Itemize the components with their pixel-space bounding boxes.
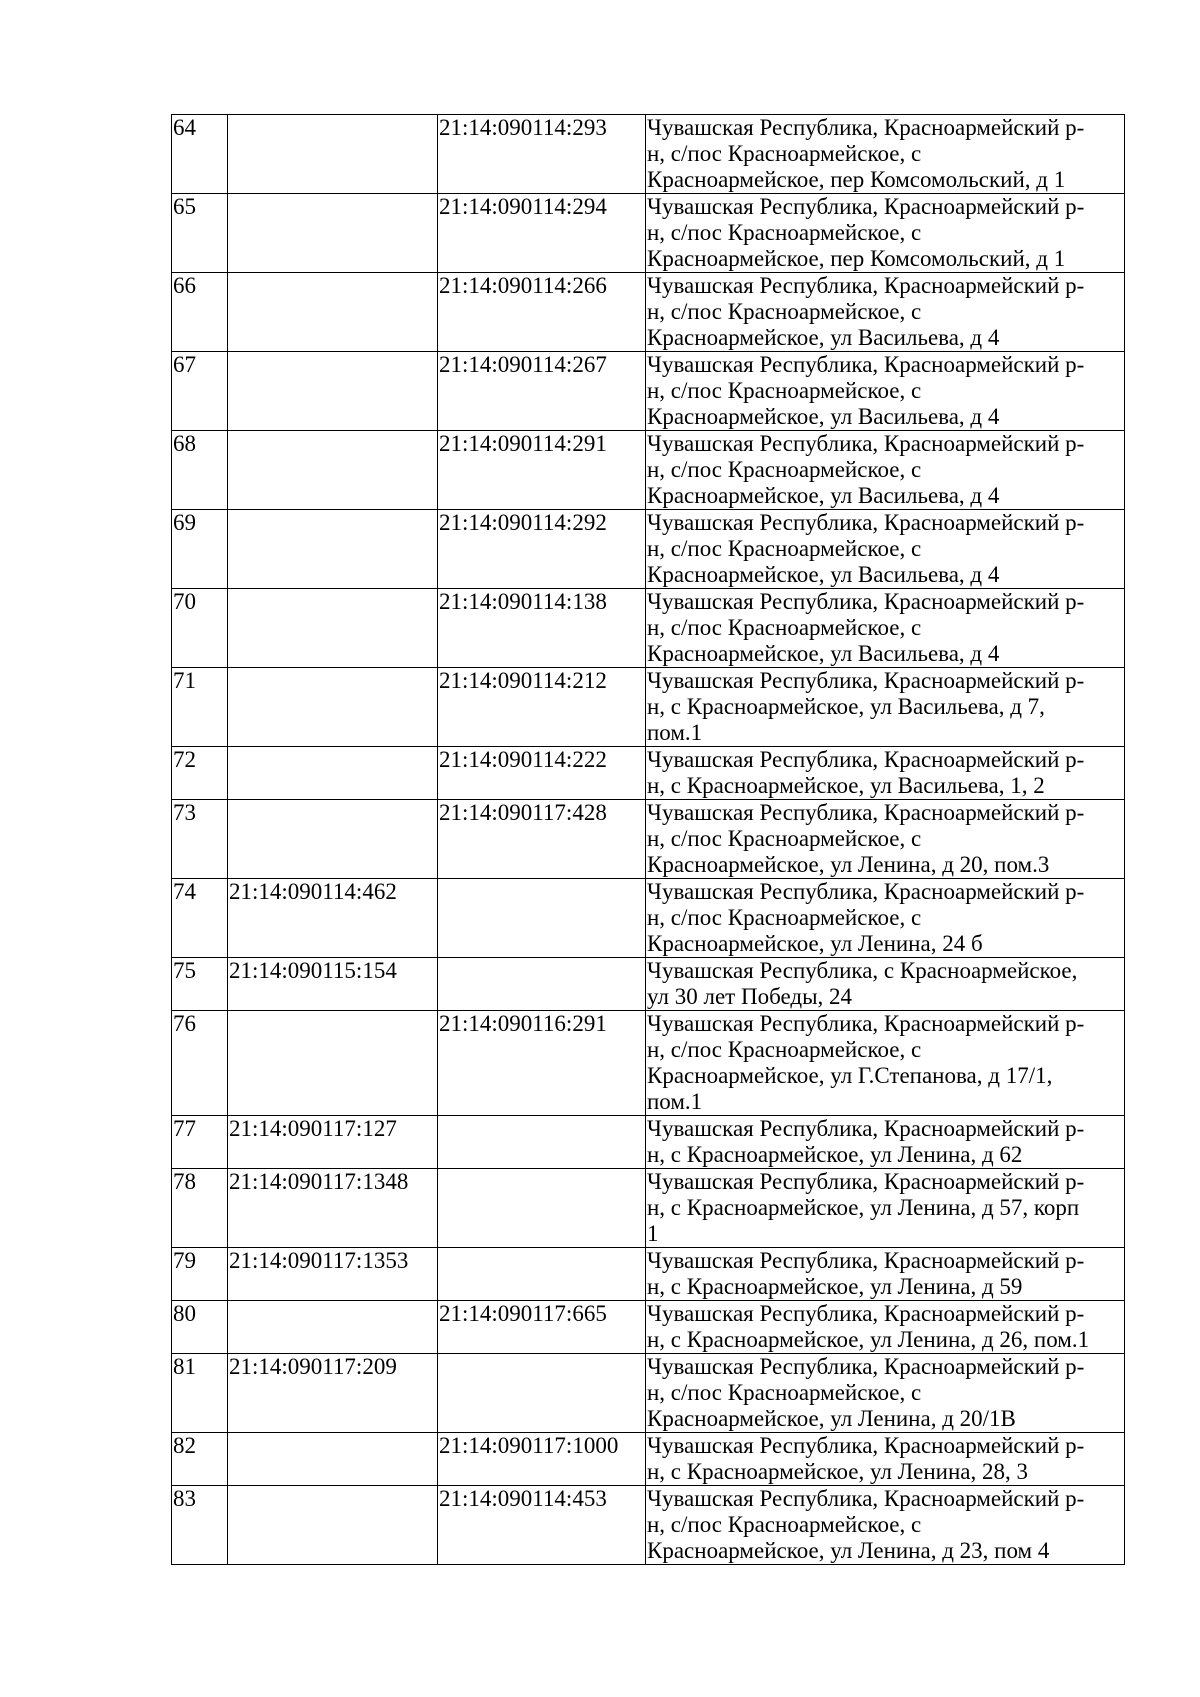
row-number-cell: 78 xyxy=(172,1169,228,1248)
object-cadastral-number-cell: 21:14:090117:665 xyxy=(438,1301,646,1354)
address-cell: Чувашская Республика, Красноармейский р- н, с/пос Красноармейское, с Красноармейское, ул Васильева, д 4 xyxy=(646,589,1125,668)
address-cell: Чувашская Республика, Красноармейский р- н, с/пос Красноармейское, с Красноармейское, пер Комсомольский, д 1 xyxy=(646,115,1125,194)
address-cell: Чувашская Республика, Красноармейский р- н, с/пос Красноармейское, с Красноармейское, ул Г.Степанова, д 17/1, пом.1 xyxy=(646,1011,1125,1116)
row-number-cell: 74 xyxy=(172,879,228,958)
table-row xyxy=(172,431,1125,510)
object-cadastral-number-cell: 21:14:090114:294 xyxy=(438,194,646,273)
row-number-cell: 80 xyxy=(172,1301,228,1354)
table-row xyxy=(172,1116,1125,1169)
row-number-cell: 68 xyxy=(172,431,228,510)
address-cell: Чувашская Республика, Красноармейский р- н, с/пос Красноармейское, с Красноармейское, ул Ленина, д 20, пом.3 xyxy=(646,800,1125,879)
table-row xyxy=(172,352,1125,431)
land-cadastral-number-cell xyxy=(228,510,438,589)
address-cell: Чувашская Республика, Красноармейский р- н, с Красноармейское, ул Васильева, 1, 2 xyxy=(646,747,1125,800)
object-cadastral-number-cell xyxy=(438,879,646,958)
address-cell: Чувашская Республика, Красноармейский р- н, с/пос Красноармейское, с Красноармейское, пер Комсомольский, д 1 xyxy=(646,194,1125,273)
address-cell: Чувашская Республика, Красноармейский р- н, с Красноармейское, ул Ленина, д 57, корп 1 xyxy=(646,1169,1125,1248)
object-cadastral-number-cell: 21:14:090114:453 xyxy=(438,1486,646,1565)
land-cadastral-number-cell xyxy=(228,194,438,273)
table-row xyxy=(172,1011,1125,1116)
address-cell: Чувашская Республика, Красноармейский р- н, с/пос Красноармейское, с Красноармейское, ул Васильева, д 4 xyxy=(646,273,1125,352)
object-cadastral-number-cell xyxy=(438,1248,646,1301)
property-registry-table xyxy=(171,114,1125,1565)
table-row xyxy=(172,194,1125,273)
land-cadastral-number-cell xyxy=(228,1301,438,1354)
table-row xyxy=(172,1248,1125,1301)
object-cadastral-number-cell: 21:14:090114:138 xyxy=(438,589,646,668)
row-number-cell: 71 xyxy=(172,668,228,747)
land-cadastral-number-cell xyxy=(228,1433,438,1486)
address-cell: Чувашская Республика, Красноармейский р- н, с/пос Красноармейское, с Красноармейское, ул Ленина, д 20/1В xyxy=(646,1354,1125,1433)
row-number-cell: 72 xyxy=(172,747,228,800)
object-cadastral-number-cell xyxy=(438,1116,646,1169)
row-number-cell: 65 xyxy=(172,194,228,273)
object-cadastral-number-cell: 21:14:090114:222 xyxy=(438,747,646,800)
table-row xyxy=(172,1486,1125,1565)
address-cell: Чувашская Республика, Красноармейский р- н, с Красноармейское, ул Ленина, д 62 xyxy=(646,1116,1125,1169)
address-cell: Чувашская Республика, Красноармейский р- н, с Красноармейское, ул Ленина, д 26, пом.1 xyxy=(646,1301,1125,1354)
land-cadastral-number-cell: 21:14:090117:209 xyxy=(228,1354,438,1433)
address-cell: Чувашская Республика, Красноармейский р- н, с Красноармейское, ул Васильева, д 7, пом.1 xyxy=(646,668,1125,747)
row-number-cell: 64 xyxy=(172,115,228,194)
object-cadastral-number-cell: 21:14:090114:292 xyxy=(438,510,646,589)
object-cadastral-number-cell: 21:14:090114:266 xyxy=(438,273,646,352)
land-cadastral-number-cell xyxy=(228,589,438,668)
land-cadastral-number-cell: 21:14:090117:127 xyxy=(228,1116,438,1169)
land-cadastral-number-cell xyxy=(228,800,438,879)
row-number-cell: 67 xyxy=(172,352,228,431)
row-number-cell: 77 xyxy=(172,1116,228,1169)
table-row xyxy=(172,668,1125,747)
land-cadastral-number-cell xyxy=(228,668,438,747)
address-cell: Чувашская Республика, Красноармейский р- н, с/пос Красноармейское, с Красноармейское, ул Васильева, д 4 xyxy=(646,510,1125,589)
row-number-cell: 70 xyxy=(172,589,228,668)
table-row xyxy=(172,879,1125,958)
land-cadastral-number-cell xyxy=(228,1011,438,1116)
land-cadastral-number-cell xyxy=(228,431,438,510)
object-cadastral-number-cell: 21:14:090116:291 xyxy=(438,1011,646,1116)
land-cadastral-number-cell xyxy=(228,115,438,194)
object-cadastral-number-cell: 21:14:090114:293 xyxy=(438,115,646,194)
land-cadastral-number-cell xyxy=(228,273,438,352)
row-number-cell: 73 xyxy=(172,800,228,879)
registry-table-body xyxy=(172,115,1125,1565)
row-number-cell: 75 xyxy=(172,958,228,1011)
address-cell: Чувашская Республика, Красноармейский р- н, с/пос Красноармейское, с Красноармейское, ул Васильева, д 4 xyxy=(646,352,1125,431)
object-cadastral-number-cell xyxy=(438,1354,646,1433)
land-cadastral-number-cell xyxy=(228,1486,438,1565)
table-row xyxy=(172,1433,1125,1486)
row-number-cell: 81 xyxy=(172,1354,228,1433)
object-cadastral-number-cell: 21:14:090114:291 xyxy=(438,431,646,510)
row-number-cell: 66 xyxy=(172,273,228,352)
table-row xyxy=(172,510,1125,589)
address-cell: Чувашская Республика, Красноармейский р- н, с/пос Красноармейское, с Красноармейское, ул Ленина, д 23, пом 4 xyxy=(646,1486,1125,1565)
table-row xyxy=(172,115,1125,194)
object-cadastral-number-cell xyxy=(438,1169,646,1248)
table-row xyxy=(172,1301,1125,1354)
table-row xyxy=(172,589,1125,668)
row-number-cell: 79 xyxy=(172,1248,228,1301)
table-row xyxy=(172,958,1125,1011)
object-cadastral-number-cell: 21:14:090117:1000 xyxy=(438,1433,646,1486)
table-row xyxy=(172,1169,1125,1248)
land-cadastral-number-cell xyxy=(228,747,438,800)
address-cell: Чувашская Республика, Красноармейский р- н, с/пос Красноармейское, с Красноармейское, ул Васильева, д 4 xyxy=(646,431,1125,510)
land-cadastral-number-cell: 21:14:090117:1353 xyxy=(228,1248,438,1301)
address-cell: Чувашская Республика, Красноармейский р- н, с Красноармейское, ул Ленина, д 59 xyxy=(646,1248,1125,1301)
object-cadastral-number-cell: 21:14:090114:212 xyxy=(438,668,646,747)
object-cadastral-number-cell xyxy=(438,958,646,1011)
row-number-cell: 82 xyxy=(172,1433,228,1486)
land-cadastral-number-cell: 21:14:090117:1348 xyxy=(228,1169,438,1248)
address-cell: Чувашская Республика, с Красноармейское, ул 30 лет Победы, 24 xyxy=(646,958,1125,1011)
address-cell: Чувашская Республика, Красноармейский р- н, с Красноармейское, ул Ленина, 28, 3 xyxy=(646,1433,1125,1486)
table-row xyxy=(172,273,1125,352)
table-row xyxy=(172,1354,1125,1433)
row-number-cell: 69 xyxy=(172,510,228,589)
land-cadastral-number-cell: 21:14:090115:154 xyxy=(228,958,438,1011)
land-cadastral-number-cell: 21:14:090114:462 xyxy=(228,879,438,958)
row-number-cell: 76 xyxy=(172,1011,228,1116)
row-number-cell: 83 xyxy=(172,1486,228,1565)
table-row xyxy=(172,747,1125,800)
land-cadastral-number-cell xyxy=(228,352,438,431)
object-cadastral-number-cell: 21:14:090114:267 xyxy=(438,352,646,431)
table-row xyxy=(172,800,1125,879)
object-cadastral-number-cell: 21:14:090117:428 xyxy=(438,800,646,879)
address-cell: Чувашская Республика, Красноармейский р- н, с/пос Красноармейское, с Красноармейское, ул Ленина, 24 б xyxy=(646,879,1125,958)
